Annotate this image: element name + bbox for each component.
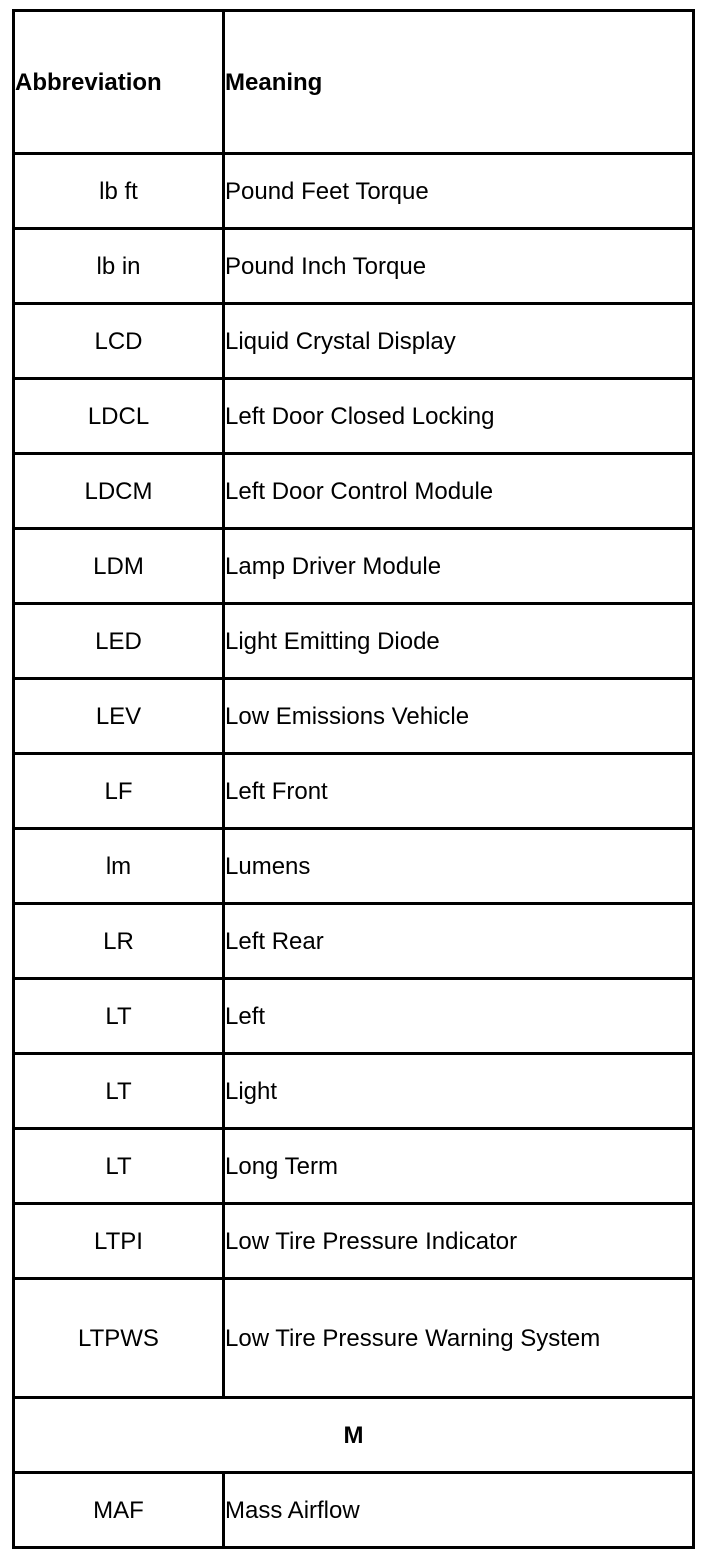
abbreviation-cell: LR: [14, 904, 224, 979]
meaning-cell: Left Front: [224, 754, 694, 829]
table-row: [14, 304, 694, 379]
meaning-cell: Liquid Crystal Display: [224, 304, 694, 379]
table-row: [14, 529, 694, 604]
abbreviation-cell: LDCM: [14, 454, 224, 529]
table-row: [14, 154, 694, 229]
meaning-cell: Light Emitting Diode: [224, 604, 694, 679]
meaning-cell: Pound Inch Torque: [224, 229, 694, 304]
table-row: [14, 979, 694, 1054]
table-row: [14, 229, 694, 304]
meaning-cell: Left Door Closed Locking: [224, 379, 694, 454]
header-meaning: Meaning: [224, 11, 694, 154]
table-row: [14, 1054, 694, 1129]
abbreviation-cell: lm: [14, 829, 224, 904]
meaning-cell: Low Emissions Vehicle: [224, 679, 694, 754]
table-row: [14, 1204, 694, 1279]
table-row: [14, 379, 694, 454]
meaning-cell: Light: [224, 1054, 694, 1129]
abbreviation-cell: LT: [14, 979, 224, 1054]
abbreviation-cell: LEV: [14, 679, 224, 754]
table-row: [14, 679, 694, 754]
meaning-cell: Lumens: [224, 829, 694, 904]
meaning-cell: Pound Feet Torque: [224, 154, 694, 229]
meaning-cell: Mass Airflow: [224, 1473, 694, 1548]
table-row: [14, 754, 694, 829]
abbreviation-cell: LDM: [14, 529, 224, 604]
table-header-row: [14, 11, 694, 154]
meaning-cell: Left Rear: [224, 904, 694, 979]
abbreviation-cell: MAF: [14, 1473, 224, 1548]
abbreviation-cell: lb in: [14, 229, 224, 304]
table-row: [14, 604, 694, 679]
header-abbreviation: Abbreviation: [14, 11, 224, 154]
meaning-cell: Long Term: [224, 1129, 694, 1204]
abbreviation-table: [12, 9, 695, 1549]
abbreviation-cell: LF: [14, 754, 224, 829]
section-row: [14, 1398, 694, 1473]
abbreviation-cell: LDCL: [14, 379, 224, 454]
meaning-cell: Left Door Control Module: [224, 454, 694, 529]
abbreviation-cell: LCD: [14, 304, 224, 379]
table-row: [14, 1279, 694, 1398]
section-letter: M: [14, 1398, 694, 1473]
table-row: [14, 904, 694, 979]
table-row: [14, 454, 694, 529]
table-row: [14, 1129, 694, 1204]
meaning-cell: Low Tire Pressure Warning System: [224, 1279, 694, 1398]
table-row: [14, 1473, 694, 1548]
abbreviation-cell: LT: [14, 1054, 224, 1129]
abbreviation-cell: LT: [14, 1129, 224, 1204]
meaning-cell: Low Tire Pressure Indicator: [224, 1204, 694, 1279]
abbreviation-cell: lb ft: [14, 154, 224, 229]
abbreviation-cell: LTPI: [14, 1204, 224, 1279]
table-row: [14, 829, 694, 904]
meaning-cell: Left: [224, 979, 694, 1054]
meaning-cell: Lamp Driver Module: [224, 529, 694, 604]
abbreviation-cell: LED: [14, 604, 224, 679]
abbreviation-cell: LTPWS: [14, 1279, 224, 1398]
